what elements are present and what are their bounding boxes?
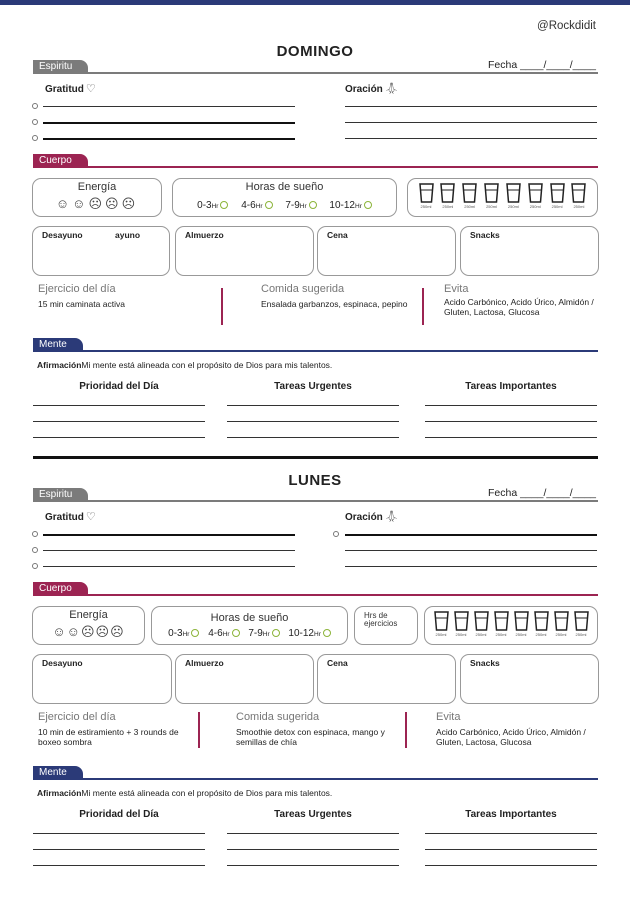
important-line-2[interactable] [425,421,597,422]
water-cup-icon[interactable] [527,183,543,209]
section-line-spirit [33,72,598,74]
section-tab-spirit: Espiritu [33,488,88,501]
energy-box [32,606,145,645]
gratitude-line-3[interactable] [43,566,295,567]
breakfast-label: Desayuno [42,658,83,668]
urgent-line-3[interactable] [227,865,399,866]
prayer-line-1[interactable] [345,106,597,107]
water-cups [418,183,587,209]
radio-circle-icon[interactable] [364,201,372,209]
snacks-label: Snacks [470,230,500,240]
sleep-box [172,178,397,217]
date-field[interactable]: Fecha ____/____/____ [487,59,596,71]
heart-hand-icon: ♡ [85,83,96,95]
column-divider [422,288,424,325]
avoid-text: Acido Carbónico, Acido Úrico, Almidón / Gluten, Lactosa, Glucosa [436,727,586,747]
radio-circle-icon[interactable] [191,629,199,637]
gratitude-line-1[interactable] [43,534,295,536]
very-happy-face-icon[interactable]: ☺ [55,196,73,211]
important-line-2[interactable] [425,849,597,850]
radio-circle-icon[interactable] [323,629,331,637]
water-cup-icon[interactable] [573,611,589,637]
day-title: DOMINGO [276,43,354,60]
exercise-text: 15 min caminata activa [38,299,125,309]
water-cup-label: 250ml [420,204,432,209]
water-cup-icon[interactable] [453,611,469,637]
urgent-line-2[interactable] [227,421,399,422]
prayer-line-1[interactable] [345,534,597,536]
radio-circle-icon[interactable] [309,201,317,209]
gratitude-line-1[interactable] [43,106,295,107]
water-cup-label: 250ml [455,632,467,637]
water-cup-icon[interactable] [505,183,521,209]
priority-line-1[interactable] [33,405,205,406]
water-cup-icon[interactable] [433,611,449,637]
water-cup-icon[interactable] [484,183,500,209]
sleep-option[interactable]: 10-12Hr [288,628,330,639]
dinner-box[interactable] [317,654,456,704]
sleep-label: Horas de sueño [245,181,324,193]
prayer-line-3[interactable] [345,138,597,139]
gratitude-bullet [32,547,38,553]
sleep-option[interactable]: 7-9Hr [285,200,316,211]
water-cup-label: 250ml [435,632,447,637]
gratitude-label: Gratitud ♡ [45,511,96,523]
affirmation: AfirmaciónMi mente está alineada con el propósito de Dios para mis talentos. [37,788,333,798]
section-line-body [33,166,598,168]
water-cup-label: 250ml [535,632,547,637]
priority-line-3[interactable] [33,865,205,866]
section-tab-mind: Mente [33,766,83,779]
exercise-hours-box[interactable] [354,606,418,645]
energy-label: Energía [77,181,117,193]
meal-title: Comida sugerida [236,711,320,723]
water-cup-icon[interactable] [549,183,565,209]
section-line-mind [33,778,598,780]
column-divider [221,288,223,325]
column-divider [198,712,200,748]
section-tab-spirit: Espiritu [33,60,88,73]
sad-face-icon[interactable]: ☹ [95,624,111,639]
radio-circle-icon[interactable] [265,201,273,209]
energy-faces [33,624,144,640]
water-cup-icon[interactable] [571,183,587,209]
gratitude-bullet [32,563,38,569]
water-box [424,606,598,645]
water-cup-label: 250ml [495,632,507,637]
sleep-option[interactable]: 0-3Hr [168,628,199,639]
day-lunes [0,428,630,900]
water-cup-icon[interactable] [462,183,478,209]
priority-title: Prioridad del Día [79,381,159,392]
snacks-label: Snacks [470,658,500,668]
water-cup-label: 250ml [442,204,454,209]
snacks-box[interactable] [460,226,599,276]
avoid-text: Acido Carbónico, Acido Úrico, Almidón / Gluten, Lactosa, Glucosa [444,297,594,317]
exercise-text: 10 min de estiramiento + 3 rounds de boxeo sombra [38,727,179,747]
lunch-box[interactable] [175,226,314,276]
prayer-bullet [333,531,339,537]
sleep-options [173,200,396,211]
meal-title: Comida sugerida [261,283,345,295]
water-cup-label: 250ml [507,204,519,209]
energy-label: Energía [69,609,108,621]
section-line-spirit [33,500,598,502]
affirmation: AfirmaciónMi mente está alineada con el propósito de Dios para mis talentos. [37,360,333,370]
water-cup-label: 250ml [475,632,487,637]
column-divider [405,712,407,748]
gratitude-line-3[interactable] [43,138,295,140]
sleep-option[interactable]: 10-12Hr [329,200,371,211]
priority-line-1[interactable] [33,833,205,834]
urgent-title: Tareas Urgentes [274,381,352,392]
exercise-hours-label: Hrs de ejercicios [364,611,398,628]
section-line-body [33,594,598,596]
breakfast-label: Desayuno [42,230,83,240]
water-cups [433,611,589,637]
gratitude-line-2[interactable] [43,122,295,124]
avoid-title: Evita [436,711,461,723]
water-cup-label: 250ml [555,632,567,637]
water-cup-label: 250ml [551,204,563,209]
neutral-face-icon[interactable]: ☹ [80,624,96,639]
sleep-label: Horas de sueño [210,612,289,624]
sleep-options [152,628,347,639]
important-line-3[interactable] [425,865,597,866]
water-cup-icon[interactable] [418,183,434,209]
gratitude-bullet [32,135,38,141]
meal-text: Smoothie detox con espinaca, mango y semillas de chía [236,727,385,747]
prayer-label: Oración 🙏︎ [345,511,399,523]
water-cup-label: 250ml [515,632,527,637]
section-tab-body: Cuerpo [33,582,88,595]
sad-face-icon[interactable]: ☹ [105,196,122,211]
water-cup-icon[interactable] [553,611,569,637]
section-tab-mind: Mente [33,338,83,351]
important-title: Tareas Importantes [465,809,557,820]
important-line-1[interactable] [425,405,597,406]
gratitude-bullet [32,119,38,125]
heart-hand-icon: ♡ [85,511,96,523]
neutral-face-icon[interactable]: ☹ [88,196,105,211]
praying-hands-icon: 🙏︎ [384,511,399,523]
water-cup-icon[interactable] [513,611,529,637]
breakfast-box[interactable] [32,654,172,704]
very-sad-face-icon[interactable]: ☹ [110,624,125,639]
sleep-option[interactable]: 0-3Hr [197,200,228,211]
water-cup-label: 250ml [529,204,541,209]
prayer-label: Oración 🙏︎ [345,83,399,95]
energy-faces [33,196,161,212]
water-box [407,178,598,217]
fasting-label: ayuno [115,230,141,240]
gratitude-bullet [32,531,38,537]
section-line-mind [33,350,598,352]
author-handle: @Rockdidit [537,20,596,32]
energy-box [32,178,162,217]
prayer-line-2[interactable] [345,550,597,551]
gratitude-line-2[interactable] [43,550,295,551]
section-tab-body: Cuerpo [33,154,88,167]
gratitude-label: Gratitud ♡ [45,83,96,95]
prayer-line-3[interactable] [345,566,597,567]
important-title: Tareas Importantes [465,381,557,392]
gratitude-bullet [32,103,38,109]
water-cup-label: 250ml [464,204,476,209]
sleep-box [151,606,348,645]
exercise-title: Ejercicio del día [38,711,116,723]
dinner-label: Cena [327,230,348,240]
water-cup-icon[interactable] [493,611,509,637]
water-cup-label: 250ml [486,204,497,209]
lunch-label: Almuerzo [185,230,224,240]
sleep-option[interactable]: 4-6Hr [208,628,239,639]
sleep-option[interactable]: 4-6Hr [241,200,272,211]
meal-text: Ensalada garbanzos, espinaca, pepino [261,299,408,309]
breakfast-box[interactable] [32,226,170,276]
radio-circle-icon[interactable] [220,201,228,209]
happy-face-icon[interactable]: ☺ [72,196,89,211]
lunch-label: Almuerzo [185,658,224,668]
prayer-line-2[interactable] [345,122,597,123]
very-sad-face-icon[interactable]: ☹ [121,196,139,211]
date-field[interactable]: Fecha ____/____/____ [487,487,596,499]
dinner-label: Cena [327,658,348,668]
water-cup-icon[interactable] [473,611,489,637]
priority-line-2[interactable] [33,421,205,422]
dinner-box[interactable] [317,226,456,276]
radio-circle-icon[interactable] [232,629,240,637]
very-happy-face-icon[interactable]: ☺ [52,624,67,639]
important-line-1[interactable] [425,833,597,834]
water-cup-label: 250ml [575,632,587,637]
priority-title: Prioridad del Día [79,809,159,820]
praying-hands-icon: 🙏︎ [384,83,399,95]
urgent-line-1[interactable] [227,833,399,834]
radio-circle-icon[interactable] [272,629,280,637]
happy-face-icon[interactable]: ☺ [66,624,81,639]
urgent-line-1[interactable] [227,405,399,406]
exercise-title: Ejercicio del día [38,283,116,295]
priority-line-2[interactable] [33,849,205,850]
avoid-title: Evita [444,283,469,295]
day-title: LUNES [288,472,342,489]
urgent-line-2[interactable] [227,849,399,850]
urgent-title: Tareas Urgentes [274,809,352,820]
snacks-box[interactable] [460,654,599,704]
water-cup-icon[interactable] [533,611,549,637]
sleep-option[interactable]: 7-9Hr [248,628,279,639]
water-cup-icon[interactable] [440,183,456,209]
water-cup-label: 250ml [573,204,585,209]
lunch-box[interactable] [175,654,314,704]
